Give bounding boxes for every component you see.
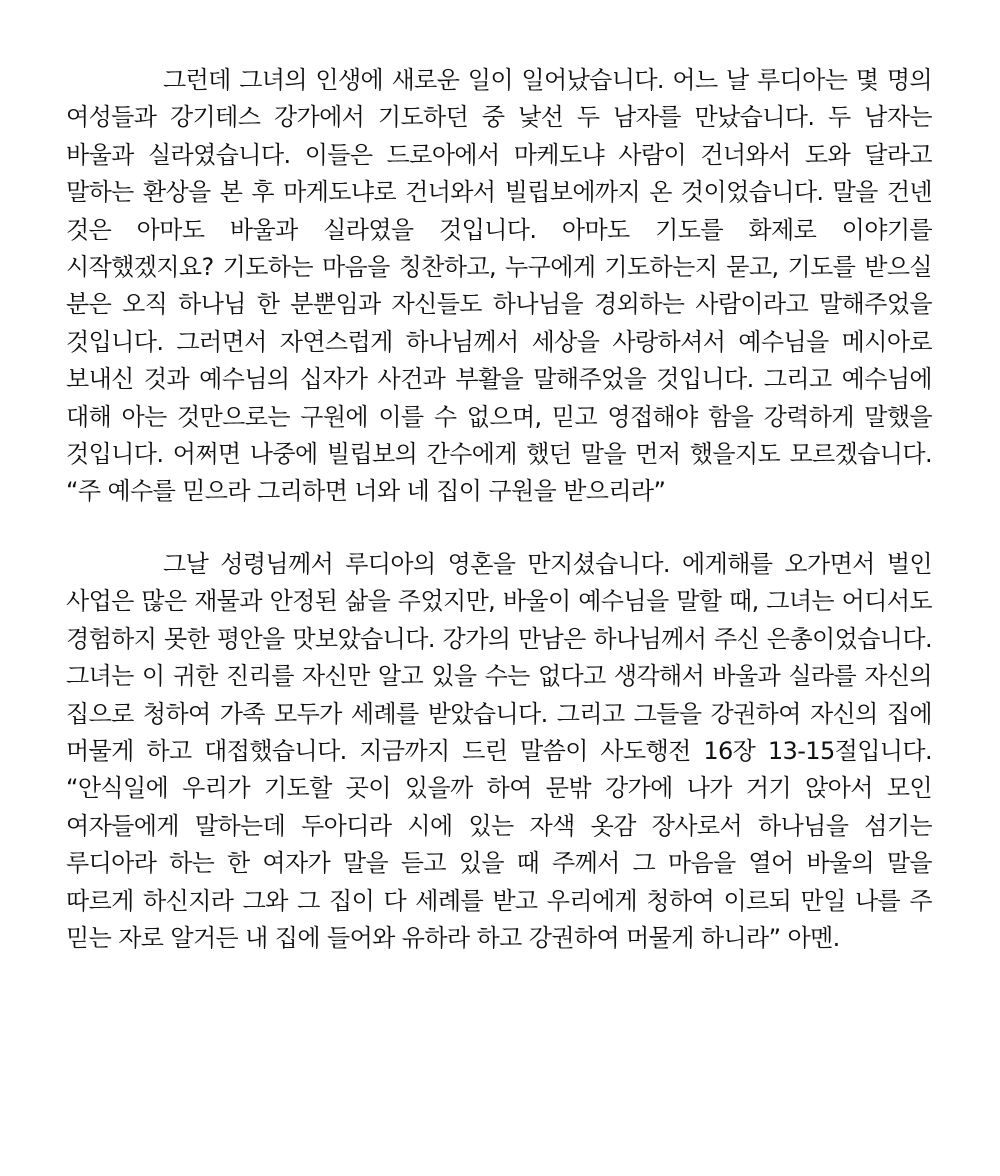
paragraph-gap — [66, 511, 932, 546]
paragraph-2: 그날 성령님께서 루디아의 영혼을 만지셨습니다. 에게해를 오가면서 벌인 사업은 많은 재물과 안정된 삶을 주었지만, 바울이 예수님을 말할 때, 그녀는 어디서도 경험하지 못한 평안을 맛보았습니다. 강가의 만남은 하나님께서 주신 은총이었습니다. 그녀는 이 귀한 진리를 자신만 알고 있을 수는 없다고 생각해서 바울과 실라를 자신의 집으로 청하여 가족 모두가 세례를 받았습니다. 그리고 그들을 강권하여 자신의 집에 머물게 하고 대접했습니다. 지금까지 드린 말씀이 사도행전 16장 13-15절입니다. “안식일에 우리가 기도할 곳이 있을까 하여 문밖 강가에 나가 거기 앉아서 모인 여자들에게 말하는데 두아디라 시에 있는 자색 옷감 장사로서 하나님을 섬기는 루디아라 하는 한 여자가 말을 듣고 있을 때 주께서 그 마음을 열어 바울의 말을 따르게 하신지라 그와 그 집이 다 세례를 받고 우리에게 청하여 이르되 만일 나를 주 믿는 자로 알거든 내 집에 들어와 유하라 하고 강권하여 머물게 하니라” 아멘. — [66, 549, 932, 952]
document-page — [66, 62, 932, 957]
paragraph-1: 그런데 그녀의 인생에 새로운 일이 일어났습니다. 어느 날 루디아는 몇 명의 여성들과 강기테스 강가에서 기도하던 중 낯선 두 남자를 만났습니다. 두 남자는 바울과 실라였습니다. 이들은 드로아에서 마케도냐 사람이 건너와서 도와 달라고 말하는 환상을 본 후 마게도냐로 건너와서 빌립보에까지 온 것이었습니다. 말을 건넨 것은 아마도 바울과 실라였을 것입니다. 아마도 기도를 화제로 이야기를 시작했겠지요? 기도하는 마음을 칭찬하고, 누구에게 기도하는지 묻고, 기도를 받으실 분은 오직 하나님 한 분뿐임과 자신들도 하나님을 경외하는 사람이라고 말해주었을 것입니다. 그러면서 자연스럽게 하나님께서 세상을 사랑하셔서 예수님을 메시아로 보내신 것과 예수님의 십자가 사건과 부활을 말해주었을 것입니다. 그리고 예수님에 대해 아는 것만으로는 구원에 이를 수 없으며, 믿고 영접해야 함을 강력하게 말했을 것입니다. 어쩌면 나중에 빌립보의 간수에게 했던 말을 먼저 했을지도 모르겠습니다. “주 예수를 믿으라 그리하면 너와 네 집이 구원을 받으리라” — [66, 66, 932, 506]
